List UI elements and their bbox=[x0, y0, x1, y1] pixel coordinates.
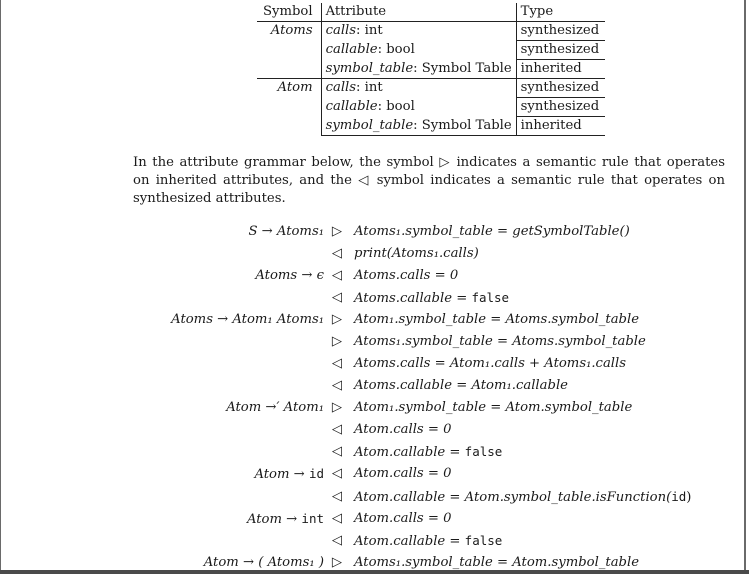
explanation-paragraph: In the attribute grammar below, the symbol ▷ indicates a semantic rule that operates on inherited attributes, and the ◁ symbol indicates a semantic rule that operates on synthesized attributes. bbox=[133, 155, 725, 206]
production-lhs: Atom → id bbox=[254, 466, 324, 482]
attr-name: calls bbox=[325, 80, 357, 95]
semantic-rule: Atom.callable = false bbox=[354, 444, 503, 460]
attr-type: : bool bbox=[377, 98, 415, 114]
semantic-rule: Atom.callable = Atom.symbol_table.isFunction(id) bbox=[354, 489, 692, 505]
production-lhs: Atom →′ Atom₁ bbox=[226, 400, 324, 415]
semantic-rule: Atoms.calls = Atom₁.calls + Atoms₁.calls bbox=[354, 356, 627, 371]
grammar-rule bbox=[0, 309, 744, 331]
table-row bbox=[257, 117, 605, 136]
semantic-rule: Atoms.calls = 0 bbox=[354, 268, 459, 283]
header-attribute: Attribute bbox=[321, 3, 516, 22]
table-row bbox=[257, 79, 605, 98]
synthesized-rule-icon: ◁ bbox=[331, 466, 343, 481]
row-attribute bbox=[321, 79, 516, 98]
grammar-rule bbox=[0, 552, 744, 574]
synthesized-rule-icon: ◁ bbox=[331, 511, 343, 526]
semantic-rule: Atoms₁.symbol_table = getSymbolTable() bbox=[354, 224, 630, 239]
synthesized-rule-icon: ◁ bbox=[331, 246, 343, 261]
grammar-rule bbox=[0, 486, 744, 508]
row-symbol bbox=[257, 117, 321, 136]
production-lhs: Atoms → ϵ bbox=[255, 268, 324, 283]
grammar-rule bbox=[0, 419, 744, 441]
table-row bbox=[257, 41, 605, 60]
row-type: inherited bbox=[520, 61, 582, 76]
attribute-table bbox=[257, 3, 605, 136]
attr-name: callable bbox=[325, 41, 378, 57]
grammar-rule bbox=[0, 265, 744, 287]
row-type: synthesized bbox=[516, 41, 605, 60]
grammar-rule bbox=[0, 463, 744, 485]
synthesized-rule-icon: ◁ bbox=[331, 422, 343, 437]
row-type: inherited bbox=[516, 117, 605, 136]
attr-type: : bool bbox=[377, 41, 415, 57]
table-header-row bbox=[257, 3, 605, 22]
attr-name: symbol_table bbox=[325, 117, 414, 133]
semantic-rule: Atom₁.symbol_table = Atoms.symbol_table bbox=[354, 312, 640, 327]
row-symbol bbox=[257, 41, 321, 60]
grammar-rule bbox=[0, 287, 744, 309]
grammar-rule bbox=[0, 243, 744, 265]
header-symbol: Symbol bbox=[257, 3, 321, 22]
synthesized-rule-icon: ◁ bbox=[331, 268, 343, 283]
row-attribute bbox=[321, 22, 516, 41]
semantic-rule: Atom.calls = 0 bbox=[354, 511, 452, 526]
grammar-rule bbox=[0, 441, 744, 463]
row-attribute bbox=[321, 98, 516, 117]
inherited-rule-icon: ▷ bbox=[331, 312, 343, 327]
attr-type: : Symbol Table bbox=[413, 117, 512, 133]
semantic-rule: Atom.calls = 0 bbox=[354, 422, 452, 437]
row-type: synthesized bbox=[516, 98, 605, 117]
semantic-rule: Atoms₁.symbol_table = Atoms.symbol_table bbox=[354, 334, 646, 349]
grammar-rule bbox=[0, 397, 744, 419]
inherited-rule-icon: ▷ bbox=[331, 400, 343, 415]
table-row bbox=[257, 60, 605, 79]
row-symbol: Atoms bbox=[270, 23, 313, 38]
row-attribute bbox=[321, 117, 516, 136]
synthesized-rule-icon: ◁ bbox=[331, 356, 343, 371]
inherited-rule-icon: ▷ bbox=[331, 555, 343, 570]
grammar-rule bbox=[0, 508, 744, 530]
attr-name: calls bbox=[325, 23, 357, 38]
page-right-border bbox=[744, 0, 746, 574]
semantic-rule: Atoms.callable = false bbox=[354, 290, 510, 306]
grammar-rule bbox=[0, 221, 744, 243]
attr-type: : int bbox=[356, 80, 383, 95]
row-attribute bbox=[321, 60, 516, 79]
production-lhs: Atom → ( Atoms₁ ) bbox=[203, 555, 324, 570]
row-symbol bbox=[257, 98, 321, 117]
row-type: synthesized bbox=[516, 22, 605, 41]
row-symbol: Atom bbox=[257, 79, 321, 98]
table-row bbox=[257, 98, 605, 117]
grammar-rule bbox=[0, 353, 744, 375]
synthesized-rule-icon: ◁ bbox=[331, 533, 343, 548]
production-lhs: Atoms → Atom₁ Atoms₁ bbox=[171, 312, 324, 327]
synthesized-rule-icon: ◁ bbox=[331, 378, 343, 393]
semantic-rule: Atom.callable = false bbox=[354, 533, 503, 549]
synthesized-rule-icon: ◁ bbox=[331, 444, 343, 459]
synthesized-rule-icon: ◁ bbox=[331, 290, 343, 305]
semantic-rule: Atom.calls = 0 bbox=[354, 466, 452, 481]
synthesized-rule-icon: ◁ bbox=[331, 489, 343, 504]
attr-name: symbol_table bbox=[325, 60, 414, 76]
semantic-rule: Atoms₁.symbol_table = Atom.symbol_table bbox=[354, 555, 640, 570]
header-type: Type bbox=[516, 3, 605, 22]
row-type: synthesized bbox=[516, 79, 605, 98]
grammar-rule bbox=[0, 331, 744, 353]
semantic-rule: Atoms.callable = Atom₁.callable bbox=[354, 378, 568, 393]
table-row bbox=[257, 22, 605, 41]
grammar-rule bbox=[0, 375, 744, 397]
row-attribute bbox=[321, 41, 516, 60]
attr-name: callable bbox=[325, 98, 378, 114]
semantic-rule: print(Atoms₁.calls) bbox=[354, 246, 479, 261]
production-lhs: Atom → int bbox=[246, 511, 324, 527]
attr-type: : Symbol Table bbox=[413, 60, 512, 76]
production-lhs: S → Atoms₁ bbox=[248, 224, 324, 239]
inherited-rule-icon: ▷ bbox=[331, 224, 343, 239]
inherited-rule-icon: ▷ bbox=[331, 334, 343, 349]
semantic-rule: Atom₁.symbol_table = Atom.symbol_table bbox=[354, 400, 633, 415]
grammar-rule bbox=[0, 530, 744, 552]
row-symbol bbox=[257, 60, 321, 79]
attr-type: : int bbox=[356, 23, 383, 38]
